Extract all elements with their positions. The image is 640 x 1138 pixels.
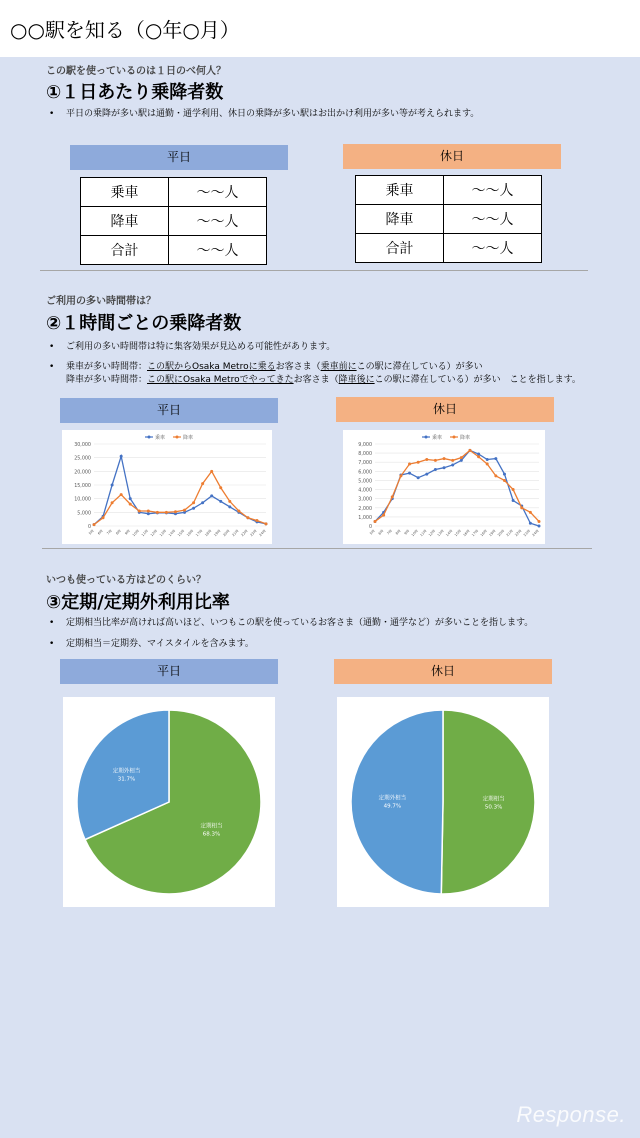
section3-bullet1: • 定期相当比率が高ければ高いほど、いつもこの駅を使っているお客さま（通勤・通学など）が多いことを指します。 <box>66 617 636 630</box>
x-tick-label: 19時 <box>488 528 497 538</box>
x-tick-label: 18時 <box>479 528 488 538</box>
section3-bullet2: • 定期相当＝定期券、マイスタイルを含みます。 <box>66 638 626 651</box>
data-point <box>192 507 195 510</box>
section1-question: この駅を使っているのは１日のべ何人？ <box>46 66 226 77</box>
x-tick-label: 22時 <box>514 528 523 538</box>
series-line <box>375 450 539 521</box>
x-tick-label: 14時 <box>167 528 177 538</box>
data-point <box>538 520 541 523</box>
row-value: 〜〜人 <box>444 234 542 263</box>
data-point <box>147 512 150 515</box>
x-tick-label: 21時 <box>231 528 240 538</box>
bullet2-line2: 降車が多い時間帯：この駅にOsaka Metroでやってきたお客さま（降車後にこの駅に滞在している）が多い ことを指します。 <box>66 375 581 385</box>
data-point <box>494 474 497 477</box>
data-point <box>111 501 114 504</box>
section2-bullet2 <box>66 361 636 387</box>
x-tick-label: 7時 <box>106 528 113 536</box>
data-point <box>451 463 454 466</box>
section1-heading: ①１日あたり乗降者数 <box>46 82 224 103</box>
data-point <box>382 514 385 517</box>
section1-bullet: • 平日の乗降が多い駅は通勤・通学利用、休日の乗降が多い駅はお出かけ利用が多い等が考えられます。 <box>66 108 626 121</box>
data-point <box>443 466 446 469</box>
data-point <box>228 500 231 503</box>
data-point <box>503 479 506 482</box>
x-tick-label: 9時 <box>403 528 411 536</box>
row-value: 〜〜人 <box>444 176 542 205</box>
data-point <box>486 463 489 466</box>
row-value: 〜〜人 <box>169 236 267 265</box>
x-tick-label: 16時 <box>185 528 195 538</box>
row-value: 〜〜人 <box>169 207 267 236</box>
y-tick-label: 7,000 <box>358 461 372 467</box>
data-point <box>165 511 168 514</box>
data-point <box>255 519 258 522</box>
data-point <box>147 509 150 512</box>
legend-marker <box>176 436 179 439</box>
x-tick-label: 20時 <box>222 528 231 538</box>
x-tick-label: 8時 <box>115 528 122 536</box>
watermark: Response. <box>516 1102 626 1127</box>
x-tick-label: 8時 <box>394 528 402 536</box>
data-point <box>494 457 497 460</box>
x-tick-label: 24時 <box>258 528 267 538</box>
row-label: 降車 <box>81 207 169 236</box>
x-tick-label: 12時 <box>427 528 437 538</box>
divider <box>40 270 588 271</box>
x-tick-label: 7時 <box>386 528 393 536</box>
section3-question: いつも使っている方はどのくらい？ <box>46 575 206 586</box>
data-point <box>265 522 268 525</box>
x-tick-label: 16時 <box>462 528 471 538</box>
x-tick-label: 13時 <box>436 528 445 538</box>
data-point <box>425 458 428 461</box>
data-point <box>93 523 96 526</box>
holiday-label: 休日 <box>343 144 561 169</box>
x-tick-label: 12時 <box>149 528 159 538</box>
weekday-table <box>80 177 267 265</box>
table-row <box>81 178 267 207</box>
data-point <box>512 499 515 502</box>
data-point <box>408 463 411 466</box>
data-point <box>529 522 532 525</box>
y-tick-label: 0 <box>368 525 372 530</box>
table-row <box>356 205 542 234</box>
x-tick-label: 14時 <box>445 528 454 538</box>
y-tick-label: 5,000 <box>77 511 91 517</box>
series-line <box>94 456 266 524</box>
data-point <box>210 494 213 497</box>
y-tick-label: 8,000 <box>358 452 372 458</box>
data-point <box>246 516 249 519</box>
data-point <box>391 495 394 498</box>
page-title: ○○駅を知る（○年○月） <box>10 18 240 42</box>
data-point <box>451 459 454 462</box>
slice-value-label: 31.7% <box>117 776 136 783</box>
row-label: 乗車 <box>356 176 444 205</box>
slice-value-label: 49.7% <box>383 803 402 810</box>
x-tick-label: 15時 <box>453 528 463 538</box>
section2-heading: ②１時間ごとの乗降者数 <box>46 313 242 334</box>
slice-value-label: 68.3% <box>202 831 221 838</box>
row-label: 合計 <box>81 236 169 265</box>
section2-bullet1: • ご利用の多い時間帯は特に集客効果が見込める可能性があります。 <box>66 341 626 354</box>
weekday-pie-label: 平日 <box>60 659 278 684</box>
holiday-pie-label: 休日 <box>334 659 552 684</box>
holiday-table <box>355 175 542 263</box>
data-point <box>129 503 132 506</box>
data-point <box>417 461 420 464</box>
data-point <box>228 505 231 508</box>
row-label: 降車 <box>356 205 444 234</box>
x-tick-label: 17時 <box>195 528 204 538</box>
section2-question: ご利用の多い時間帯は？ <box>46 296 156 307</box>
legend-label: 乗車 <box>155 435 166 441</box>
x-tick-label: 21時 <box>505 528 514 538</box>
weekday-pie-chart <box>63 697 275 907</box>
legend-marker <box>148 436 151 439</box>
series-line <box>94 471 266 524</box>
x-tick-label: 11時 <box>140 528 150 538</box>
x-tick-label: 18時 <box>204 528 213 538</box>
holiday-chart-label: 休日 <box>336 397 554 422</box>
data-point <box>102 516 105 519</box>
y-tick-label: 3,000 <box>358 497 372 503</box>
y-tick-label: 25,000 <box>74 456 91 462</box>
slice-label: 定期外相当 <box>378 795 407 802</box>
weekday-pie-chart-panel <box>63 697 275 907</box>
table-row <box>81 236 267 265</box>
legend-marker <box>425 436 428 439</box>
holiday-line-chart <box>343 430 545 544</box>
data-point <box>512 488 515 491</box>
data-point <box>129 497 132 500</box>
section3-heading: ③定期/定期外利用比率 <box>46 592 230 613</box>
y-tick-label: 6,000 <box>358 470 372 476</box>
slice-label: 定期相当 <box>482 796 505 803</box>
legend-label: 降車 <box>460 435 471 441</box>
data-point <box>210 470 213 473</box>
x-tick-label: 5時 <box>368 528 376 536</box>
data-point <box>120 455 123 458</box>
data-point <box>460 459 463 462</box>
data-point <box>408 472 411 475</box>
legend-marker <box>453 436 456 439</box>
data-point <box>219 500 222 503</box>
x-tick-label: 10時 <box>410 528 419 538</box>
bullet2-line1: • 乗車が多い時間帯：この駅からOsaka Metroに乗るお客さま（乗車前にこの駅に滞在している）が多い <box>66 362 483 372</box>
x-tick-label: 20時 <box>496 528 506 538</box>
legend-label: 乗車 <box>432 435 443 441</box>
series-line <box>375 450 539 526</box>
slice-value-label: 50.3% <box>484 804 503 811</box>
data-point <box>460 456 463 459</box>
y-tick-label: 4,000 <box>358 488 372 494</box>
data-point <box>120 493 123 496</box>
y-tick-label: 1,000 <box>358 515 372 521</box>
y-tick-label: 9,000 <box>358 443 372 448</box>
data-point <box>434 459 437 462</box>
data-point <box>219 486 222 489</box>
table-row <box>356 234 542 263</box>
legend-label: 降車 <box>183 435 194 441</box>
y-tick-label: 0 <box>87 525 91 530</box>
x-tick-label: 5時 <box>87 528 95 536</box>
data-point <box>520 506 523 509</box>
data-point <box>399 474 402 477</box>
data-point <box>503 473 506 476</box>
data-point <box>374 520 377 523</box>
x-tick-label: 23時 <box>249 528 258 538</box>
slice-label: 定期外相当 <box>112 768 141 775</box>
x-tick-label: 6時 <box>377 528 385 536</box>
weekday-label: 平日 <box>70 145 288 170</box>
row-value: 〜〜人 <box>444 205 542 234</box>
data-point <box>486 458 489 461</box>
y-tick-label: 2,000 <box>358 506 372 512</box>
x-tick-label: 22時 <box>240 528 249 538</box>
y-tick-label: 10,000 <box>74 497 91 503</box>
table-row <box>81 207 267 236</box>
slice-label: 定期相当 <box>200 823 223 830</box>
x-tick-label: 9時 <box>124 528 131 536</box>
data-point <box>111 484 114 487</box>
weekday-chart-label: 平日 <box>60 398 278 423</box>
data-point <box>138 509 141 512</box>
y-tick-label: 20,000 <box>74 470 91 476</box>
x-tick-label: 19時 <box>213 528 222 538</box>
data-point <box>529 511 532 514</box>
data-point <box>192 501 195 504</box>
pie-slice <box>351 710 443 894</box>
x-tick-label: 15時 <box>176 528 186 538</box>
data-point <box>477 455 480 458</box>
weekday-line-chart <box>62 430 272 544</box>
data-point <box>201 501 204 504</box>
weekday-line-chart-panel <box>62 430 272 544</box>
data-point <box>425 473 428 476</box>
row-label: 合計 <box>356 234 444 263</box>
data-point <box>538 525 541 528</box>
data-point <box>183 509 186 512</box>
data-point <box>434 468 437 471</box>
x-tick-label: 24時 <box>531 528 540 538</box>
holiday-pie-chart <box>337 697 549 907</box>
x-tick-label: 17時 <box>470 528 480 538</box>
data-point <box>443 457 446 460</box>
holiday-pie-chart-panel <box>337 697 549 907</box>
data-point <box>174 510 177 513</box>
holiday-line-chart-panel <box>343 430 545 544</box>
data-point <box>417 476 420 479</box>
page-header <box>0 0 640 57</box>
table-row <box>356 176 542 205</box>
data-point <box>156 511 159 514</box>
data-point <box>201 482 204 485</box>
y-tick-label: 15,000 <box>74 484 91 489</box>
x-tick-label: 11時 <box>419 528 428 538</box>
row-value: 〜〜人 <box>169 178 267 207</box>
x-tick-label: 6時 <box>96 528 104 536</box>
data-point <box>468 449 471 452</box>
data-point <box>237 509 240 512</box>
divider <box>42 548 592 549</box>
row-label: 乗車 <box>81 178 169 207</box>
y-tick-label: 30,000 <box>74 443 91 448</box>
y-tick-label: 5,000 <box>358 479 372 485</box>
x-tick-label: 13時 <box>158 528 168 538</box>
data-point <box>477 453 480 456</box>
x-tick-label: 10時 <box>131 528 140 538</box>
x-tick-label: 23時 <box>522 528 532 538</box>
